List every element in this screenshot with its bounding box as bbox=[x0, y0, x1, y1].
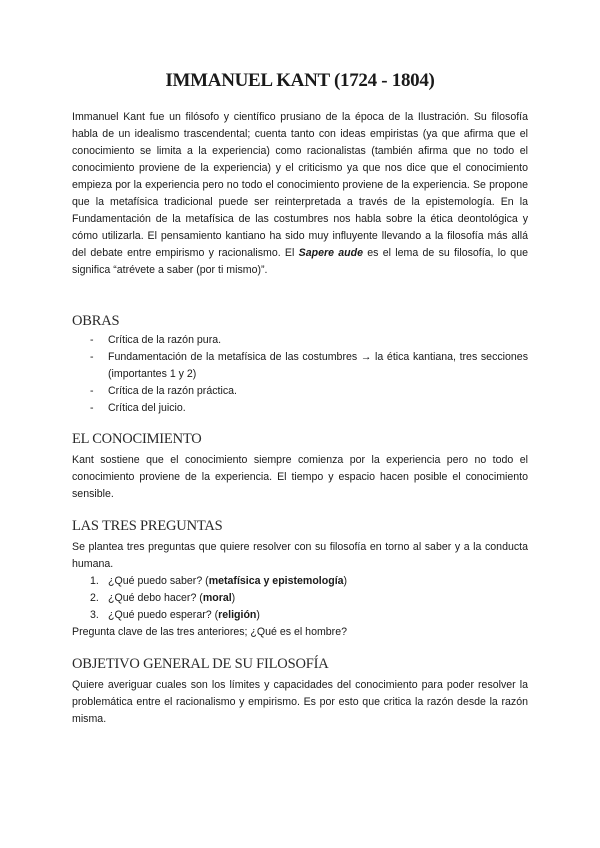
section-heading-objetivo: OBJETIVO GENERAL DE SU FILOSOFÍA bbox=[72, 656, 329, 672]
intro-text-start: Immanuel Kant fue un filósofo y científico prusiano de la época de la Ilustración. Su filosofía habla de un idealismo trascendental; cuenta tanto con ideas empiristas (ya que afirma que el conocimiento se limita a la experiencia) como racionalistas (también afirma que no todo el conocimiento proviene de la experiencia) y el criticismo ya que nos dice que el conocimiento empieza por la experiencia pero no todo el conocimiento proviene de la experiencia. Se propone que la metafísica tradicional puede ser reinterpretada a través de la epistemología. En la Fundamentación de la metafísica de las costumbres nos habla sobre la ética deontológica y cómo utilizarla. El pensamiento kantiano ha sido muy influyente llevando a la filosofía más allá del debate entre empirismo y racionalismo. El bbox=[72, 111, 528, 259]
list-item bbox=[72, 590, 528, 607]
question-end: ) bbox=[231, 592, 236, 604]
list-item bbox=[72, 573, 528, 590]
question-text: ¿Qué puedo saber? ( bbox=[108, 575, 209, 587]
item-number: 3. bbox=[90, 609, 99, 621]
section-heading-conocimiento: EL CONOCIMIENTO bbox=[72, 431, 202, 447]
item-number: 1. bbox=[90, 575, 99, 587]
preguntas-closing: Pregunta clave de las tres anteriores; ¿Qué es el hombre? bbox=[72, 626, 347, 638]
conocimiento-paragraph: Kant sostiene que el conocimiento siempre comienza por la experiencia pero no todo el conocimiento proviene de la experiencia. El tiempo y espacio hacen posible el conocimiento sensible. bbox=[72, 454, 528, 500]
section-heading-preguntas: LAS TRES PREGUNTAS bbox=[72, 518, 223, 534]
list-item: - Crítica de la razón pura. bbox=[72, 332, 528, 349]
preguntas-list bbox=[72, 573, 528, 624]
list-item: - Crítica de la razón práctica. bbox=[72, 383, 528, 400]
list-item: - Crítica del juicio. bbox=[72, 400, 528, 417]
question-text: ¿Qué puedo esperar? ( bbox=[108, 609, 219, 621]
question-tag: religión bbox=[218, 609, 257, 621]
question-tag: moral bbox=[202, 592, 232, 604]
question-tag: metafísica y epistemología bbox=[208, 575, 344, 587]
section-heading-obras: OBRAS bbox=[72, 313, 120, 329]
preguntas-intro: Se plantea tres preguntas que quiere resolver con su filosofía en torno al saber y a la conducta humana. bbox=[72, 541, 528, 570]
question-text: ¿Qué debo hacer? ( bbox=[108, 592, 203, 604]
obras-list bbox=[72, 332, 528, 417]
list-item bbox=[72, 607, 528, 624]
page-title: IMMANUEL KANT (1724 - 1804) bbox=[165, 70, 435, 91]
objetivo-paragraph: Quiere averiguar cuales son los límites y capacidades del conocimiento para poder resolver la problemática entre el racionalismo y empirismo. Es por esto que critica la razón desde la razón misma. bbox=[72, 679, 528, 725]
intro-text-end: es el lema de su filosofía, lo que significa “atrévete a saber (por ti mismo)”. bbox=[72, 247, 528, 276]
item-number: 2. bbox=[90, 592, 99, 604]
question-end: ) bbox=[343, 575, 348, 587]
list-item: - Fundamentación de la metafísica de las costumbres → la ética kantiana, tres secciones (importantes 1 y 2) bbox=[72, 349, 528, 383]
intro-emphasis: Sapere aude bbox=[298, 247, 363, 259]
intro-paragraph bbox=[72, 109, 528, 279]
question-end: ) bbox=[256, 609, 260, 621]
